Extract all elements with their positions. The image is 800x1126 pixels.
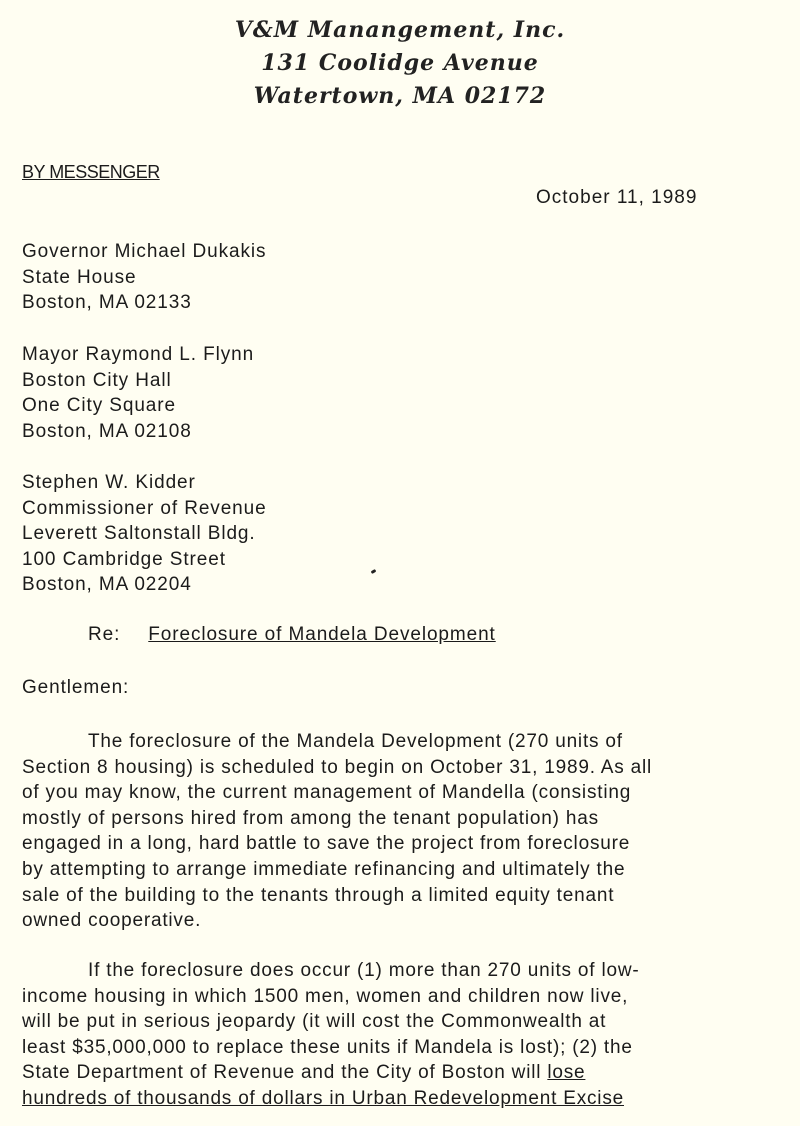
- address-line: Commissioner of Revenue: [22, 497, 267, 519]
- paragraph-line: sale of the building to the tenants through a limited equity tenant: [22, 884, 615, 906]
- re-label: Re:: [88, 624, 121, 645]
- paragraph-line: The foreclosure of the Mandela Development (270 units of: [88, 731, 623, 752]
- paragraph-line: least $35,000,000 to replace these units if Mandela is lost); (2) the: [22, 1036, 633, 1058]
- paragraph-line: hundreds of thousands of dollars in Urban Redevelopment Excise: [22, 1087, 624, 1109]
- address-line: State House: [22, 266, 137, 288]
- address-line: One City Square: [22, 395, 176, 416]
- address-line: Leverett Saltonstall Bldg.: [22, 523, 256, 544]
- recipient-address-block: [22, 239, 266, 316]
- paragraph-line: engaged in a long, hard battle to save the project from foreclosure: [22, 833, 631, 855]
- paragraph-line: by attempting to arrange immediate refinancing and ultimately the: [22, 858, 626, 880]
- address-line: Boston, MA 02204: [22, 574, 192, 595]
- address-line: Stephen W. Kidder: [22, 472, 196, 493]
- paragraph-line: owned cooperative.: [22, 910, 202, 932]
- company-street: 131 Coolidge Avenue: [261, 50, 539, 76]
- salutation: Gentlemen:: [22, 677, 130, 698]
- paragraph-line: income housing in which 1500 men, women and children now live,: [22, 985, 629, 1007]
- letter-date: October 11, 1989: [536, 187, 698, 208]
- paragraph-line: of you may know, the current management of Mandella (consisting: [22, 782, 632, 804]
- company-name: V&M Manangement, Inc.: [234, 17, 566, 43]
- address-line: Boston City Hall: [22, 369, 172, 391]
- paragraph-line-with-emphasis: [22, 1060, 640, 1086]
- underlined-word: lose: [547, 1062, 586, 1084]
- address-line: Mayor Raymond L. Flynn: [22, 344, 255, 365]
- address-line: Governor Michael Dukakis: [22, 241, 267, 262]
- address-line: Boston, MA 02133: [22, 292, 192, 313]
- paragraph-line: mostly of persons hired from among the tenant population) has: [22, 807, 599, 829]
- body-paragraph: [22, 729, 652, 934]
- company-city: Watertown, MA 02172: [253, 83, 547, 109]
- pen-mark: [371, 569, 377, 574]
- paragraph-line: Section 8 housing) is scheduled to begin on October 31, 1989. As all: [22, 756, 653, 778]
- subject-line: [88, 624, 496, 646]
- paragraph-line: will be put in serious jeopardy (it will cost the Commonwealth at: [22, 1011, 607, 1033]
- paragraph-line: If the foreclosure does occur (1) more than 270 units of low-: [88, 960, 640, 981]
- delivery-method: BY MESSENGER: [22, 162, 160, 182]
- recipient-address-block: [22, 342, 254, 444]
- address-line: Boston, MA 02108: [22, 420, 192, 442]
- letterhead: [0, 14, 800, 113]
- re-subject: Foreclosure of Mandela Development: [148, 624, 496, 645]
- body-paragraph: [22, 958, 640, 1112]
- address-line: 100 Cambridge Street: [22, 548, 226, 570]
- paragraph-text: State Department of Revenue and the City of Boston will: [22, 1062, 548, 1084]
- recipient-address-block: [22, 470, 267, 598]
